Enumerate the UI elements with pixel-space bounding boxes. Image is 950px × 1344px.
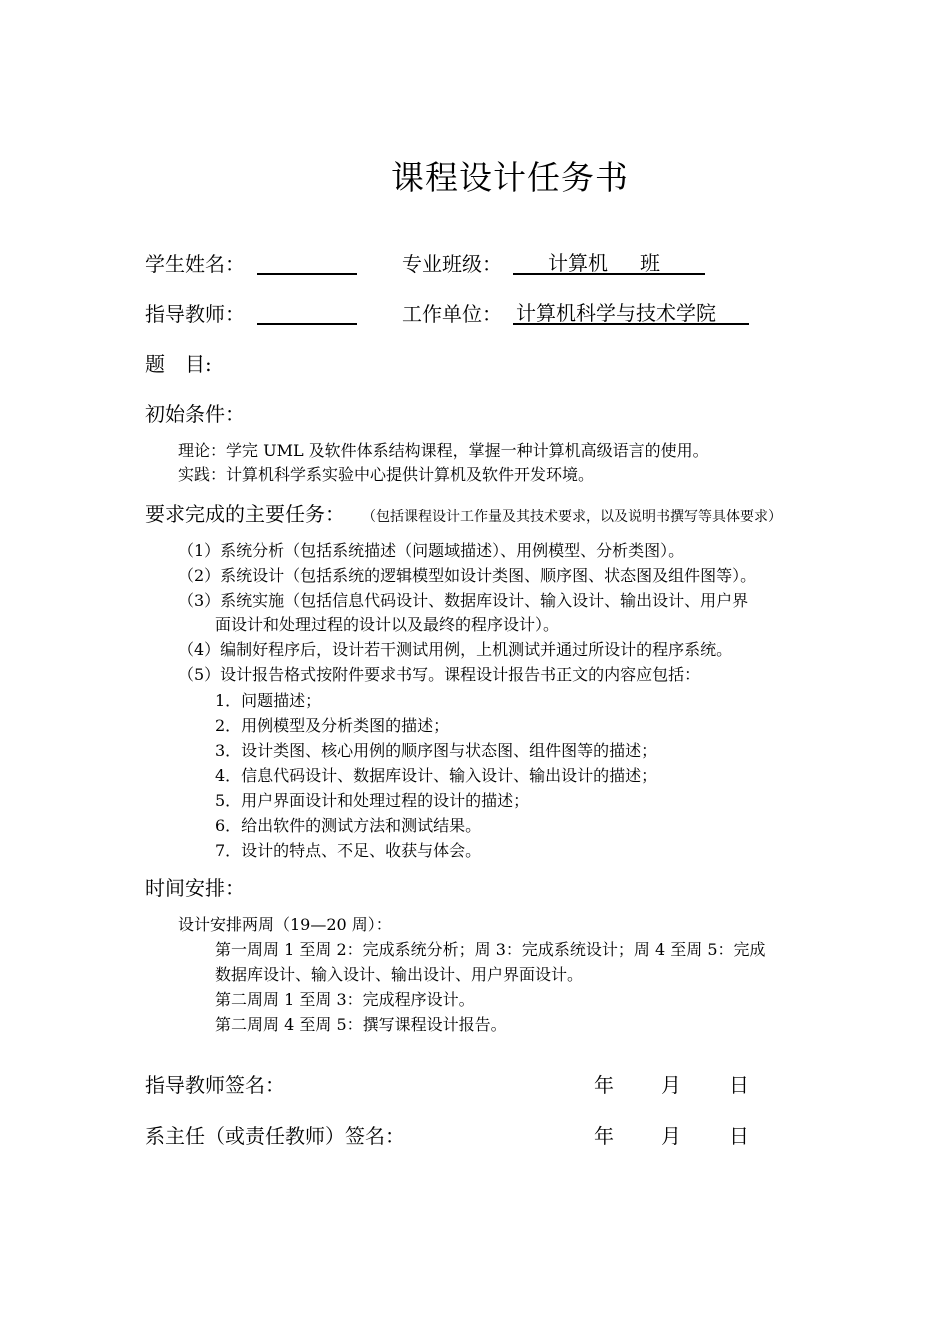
page-title: 课程设计任务书 <box>391 158 629 197</box>
major-class-label: 专业班级： <box>402 252 502 276</box>
schedule-line-4: 第二周周 4 至周 5：撰写课程设计报告。 <box>215 1015 507 1034</box>
major-class-value-a: 计算机 <box>548 251 608 275</box>
advisor-signature-label: 指导教师签名： <box>145 1073 285 1097</box>
tasks-note: （包括课程设计工作量及其技术要求，以及说明书撰写等具体要求） <box>362 509 782 525</box>
schedule-line-2: 数据库设计、输入设计、输出设计、用户界面设计。 <box>215 965 584 984</box>
work-unit-label: 工作单位： <box>402 302 502 326</box>
report-item-2: 2．用例模型及分析类图的描述； <box>215 716 450 735</box>
advisor-sign-day: 日 <box>729 1073 749 1097</box>
student-name-label: 学生姓名： <box>145 252 245 276</box>
advisor-label: 指导教师： <box>145 302 245 326</box>
report-item-3: 3．设计类图、核心用例的顺序图与状态图、组件图等的描述； <box>215 741 658 760</box>
report-item-4: 4．信息代码设计、数据库设计、输入设计、输出设计的描述； <box>215 766 658 785</box>
initial-condition-practice: 实践：计算机科学系实验中心提供计算机及软件开发环境。 <box>178 465 595 484</box>
report-item-6: 6．给出软件的测试方法和测试结果。 <box>215 816 482 835</box>
task-item-2: （2）系统设计（包括系统的逻辑模型如设计类图、顺序图、状态图及组件图等）。 <box>178 566 757 585</box>
director-sign-month: 月 <box>661 1124 681 1148</box>
director-sign-year: 年 <box>594 1124 614 1148</box>
director-signature-label: 系主任（或责任教师）签名： <box>145 1124 405 1148</box>
initial-conditions-heading: 初始条件： <box>145 402 245 426</box>
major-class-value-b: 班 <box>640 251 660 275</box>
advisor-field[interactable] <box>257 323 357 325</box>
major-class-field[interactable] <box>513 273 705 275</box>
tasks-heading: 要求完成的主要任务： <box>145 502 345 526</box>
schedule-intro: 设计安排两周（19—20 周）： <box>178 915 392 934</box>
task-item-5: （5）设计报告格式按附件要求书写。课程设计报告书正文的内容应包括： <box>178 665 701 684</box>
report-item-1: 1．问题描述； <box>215 691 322 710</box>
advisor-sign-year: 年 <box>594 1073 614 1097</box>
topic-label: 题 目: <box>145 352 212 376</box>
student-name-field[interactable] <box>257 273 357 275</box>
advisor-sign-month: 月 <box>661 1073 681 1097</box>
director-sign-day: 日 <box>729 1124 749 1148</box>
task-item-3-cont: 面设计和处理过程的设计以及最终的程序设计）。 <box>215 615 560 634</box>
schedule-line-1: 第一周周 1 至周 2：完成系统分析；周 3：完成系统设计；周 4 至周 5：完成 <box>215 940 766 959</box>
schedule-heading: 时间安排： <box>145 876 245 900</box>
schedule-line-3: 第二周周 1 至周 3：完成程序设计。 <box>215 990 475 1009</box>
work-unit-value: 计算机科学与技术学院 <box>516 301 716 325</box>
task-item-4: （4）编制好程序后，设计若干测试用例，上机测试并通过所设计的程序系统。 <box>178 640 733 659</box>
report-item-7: 7．设计的特点、不足、收获与体会。 <box>215 841 482 860</box>
initial-condition-theory: 理论：学完 UML 及软件体系结构课程，掌握一种计算机高级语言的使用。 <box>178 441 709 460</box>
task-item-3: （3）系统实施（包括信息代码设计、数据库设计、输入设计、输出设计、用户界 <box>178 591 749 610</box>
task-item-1: （1）系统分析（包括系统描述（问题域描述）、用例模型、分析类图）。 <box>178 541 685 560</box>
report-item-5: 5．用户界面设计和处理过程的设计的描述； <box>215 791 530 810</box>
